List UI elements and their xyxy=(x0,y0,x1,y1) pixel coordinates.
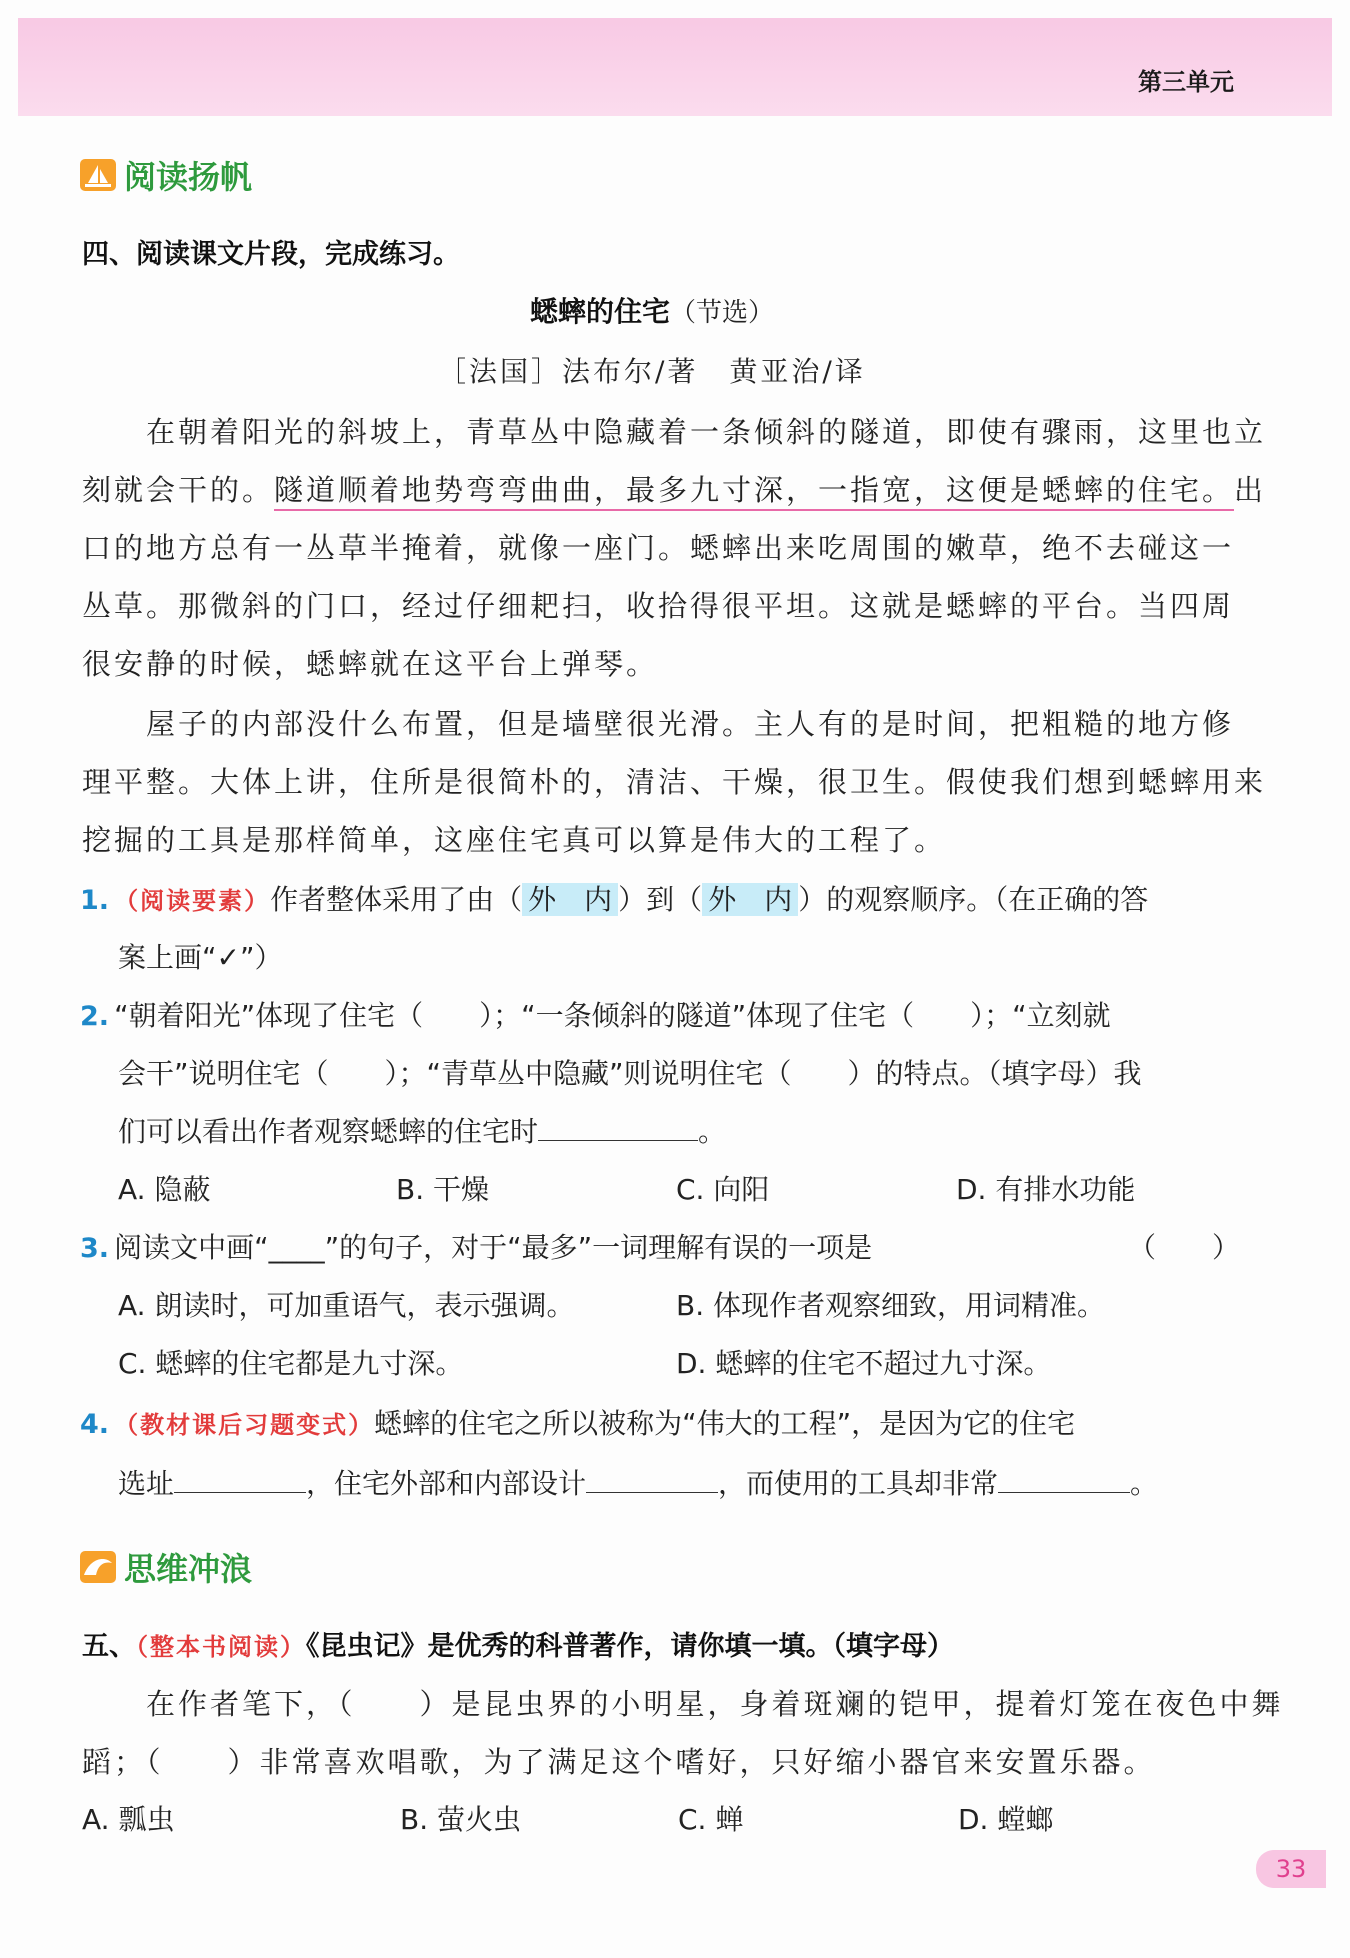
sub2-line3-text: 们可以看出作者观察蟋蟀的住宅时 xyxy=(118,1115,539,1148)
q5-line2: 蹈；（ ）非常喜欢唱歌，为了满足这个嗜好，只好缩小器官来安置乐器。 xyxy=(82,1745,1156,1779)
q5-option-c[interactable]: C. 蝉 xyxy=(678,1803,744,1836)
passage-title-main: 蟋蟀的住宅 xyxy=(530,295,671,328)
q5-option-d[interactable]: D. 螳螂 xyxy=(958,1803,1054,1836)
p2-line1: 屋子的内部没什么布置，但是墙壁很光滑。主人有的是时间，把粗糙的地方修 xyxy=(146,707,1235,741)
sub4 xyxy=(80,1402,1075,1442)
p2-line3: 挖掘的工具是那样简单，这座住宅真可以算是伟大的工程了。 xyxy=(82,823,947,857)
sub2-option-c[interactable]: C. 向阳 xyxy=(676,1173,770,1206)
sub4-blank-1[interactable] xyxy=(174,1468,306,1493)
sub4-l2c: ，而使用的工具却非常 xyxy=(718,1467,999,1500)
sub1-line2: 案上画“✓”） xyxy=(118,941,283,974)
sub1-a: 作者整体采用了由（ xyxy=(270,883,523,916)
sub4-blank-2[interactable] xyxy=(586,1468,718,1493)
sub2-option-d[interactable]: D. 有排水功能 xyxy=(956,1173,1136,1206)
p1-line2 xyxy=(82,468,1266,509)
p1-line2-c: 出 xyxy=(1234,473,1267,507)
q5-option-a[interactable]: A. 瓢虫 xyxy=(82,1803,175,1836)
sub3-option-b[interactable]: B. 体现作者观察细致，用词精准。 xyxy=(676,1289,1106,1322)
q5-line1: 在作者笔下，（ ）是昆虫界的小明星，身着斑斓的铠甲，提着灯笼在夜色中舞 xyxy=(146,1687,1284,1721)
sub1-option1[interactable]: 外 内 xyxy=(522,883,618,916)
section-reading xyxy=(80,152,252,198)
section-title-reading: 阅读扬帆 xyxy=(124,158,253,196)
sub3-option-c[interactable]: C. 蟋蟀的住宅都是九寸深。 xyxy=(118,1347,464,1380)
sub1-option2[interactable]: 外 内 xyxy=(702,883,798,916)
passage-title xyxy=(530,290,774,330)
sub4-num: 4. xyxy=(80,1409,110,1440)
sub2-option-a[interactable]: A. 隐蔽 xyxy=(118,1173,211,1206)
underlined-sentence: 隧道顺着地势弯弯曲曲，最多九寸深，一指宽，这便是蟋蟀的住宅。 xyxy=(274,473,1234,511)
section-thinking xyxy=(80,1544,252,1590)
header-band xyxy=(18,18,1332,116)
sub3-stem: 阅读文中画“____”的句子，对于“最多”一词理解有误的一项是 xyxy=(114,1231,873,1264)
q5-prefix: 五、 xyxy=(82,1631,136,1662)
sub4-l2a: 选址 xyxy=(118,1467,175,1500)
sub3-answer-paren[interactable]: （ ） xyxy=(1128,1231,1241,1264)
sub2-answer-blank[interactable] xyxy=(538,1116,698,1141)
sub3 xyxy=(80,1226,872,1266)
sub4-l2d: 。 xyxy=(1130,1467,1159,1500)
sub3-option-a[interactable]: A. 朗读时，可加重语气，表示强调。 xyxy=(118,1289,575,1322)
p1-line4: 丛草。那微斜的门口，经过仔细耙扫，收拾得很平坦。这就是蟋蟀的平台。当四周 xyxy=(82,589,1235,623)
p2-line2: 理平整。大体上讲，住所是很简朴的，清洁、干燥，很卫生。假使我们想到蟋蟀用来 xyxy=(82,765,1267,799)
passage-author: ［法国］法布尔/著 黄亚治/译 xyxy=(438,355,866,388)
q4-heading: 四、阅读课文片段，完成练习。 xyxy=(82,239,460,270)
sub1-c: ）的观察顺序。（在正确的答 xyxy=(798,883,1149,916)
sub2-line2: 会干”说明住宅（ ）；“青草丛中隐藏”则说明住宅（ ）的特点。（填字母）我 xyxy=(118,1057,1142,1090)
q5-heading xyxy=(82,1624,954,1663)
wave-icon xyxy=(80,1551,116,1583)
unit-label: 第三单元 xyxy=(1138,68,1234,96)
section-title-thinking: 思维冲浪 xyxy=(124,1550,253,1588)
sub3-option-d[interactable]: D. 蟋蟀的住宅不超过九寸深。 xyxy=(676,1347,1052,1380)
sub1-b: ）到（ xyxy=(618,883,703,916)
sail-icon xyxy=(80,159,116,191)
sub4-blank-3[interactable] xyxy=(998,1468,1130,1493)
sub2-line1: “朝着阳光”体现了住宅（ ）；“一条倾斜的隧道”体现了住宅（ ）；“立刻就 xyxy=(114,999,1111,1032)
q5-option-b[interactable]: B. 萤火虫 xyxy=(400,1803,522,1836)
sub4-line2 xyxy=(118,1462,1158,1502)
sub2-num: 2. xyxy=(80,1001,110,1032)
p1-line3: 口的地方总有一丛草半掩着，就像一座门。蟋蟀出来吃周围的嫩草，绝不去碰这一 xyxy=(82,531,1235,565)
sub2-option-b[interactable]: B. 干燥 xyxy=(396,1173,490,1206)
sub2-line3-end: 。 xyxy=(698,1115,727,1148)
p1-line1: 在朝着阳光的斜坡上，青草丛中隐藏着一条倾斜的隧道，即使有骤雨，这里也立 xyxy=(146,415,1267,449)
p1-line5: 很安静的时候，蟋蟀就在这平台上弹琴。 xyxy=(82,647,659,681)
sub4-l2b: ，住宅外部和内部设计 xyxy=(306,1467,587,1500)
q5-heading-text: 《昆虫记》是优秀的科普著作，请你填一填。（填字母） xyxy=(306,1631,954,1662)
sub4-line1: 蟋蟀的住宅之所以被称为“伟大的工程”，是因为它的住宅 xyxy=(374,1407,1076,1440)
sub1-num: 1. xyxy=(80,885,110,916)
sub2 xyxy=(80,994,1111,1034)
page-number: 33 xyxy=(1256,1850,1326,1888)
sub2-line3 xyxy=(118,1110,726,1150)
q5-tag: （整本书阅读） xyxy=(136,1632,306,1661)
sub3-num: 3. xyxy=(80,1233,110,1264)
sub1 xyxy=(80,878,1148,918)
p1-line2-a: 刻就会干的。 xyxy=(82,473,275,507)
passage-title-note: （节选） xyxy=(670,298,775,328)
sub4-tag: （教材课后习题变式） xyxy=(114,1410,375,1439)
sub1-tag: （阅读要素） xyxy=(114,886,271,915)
